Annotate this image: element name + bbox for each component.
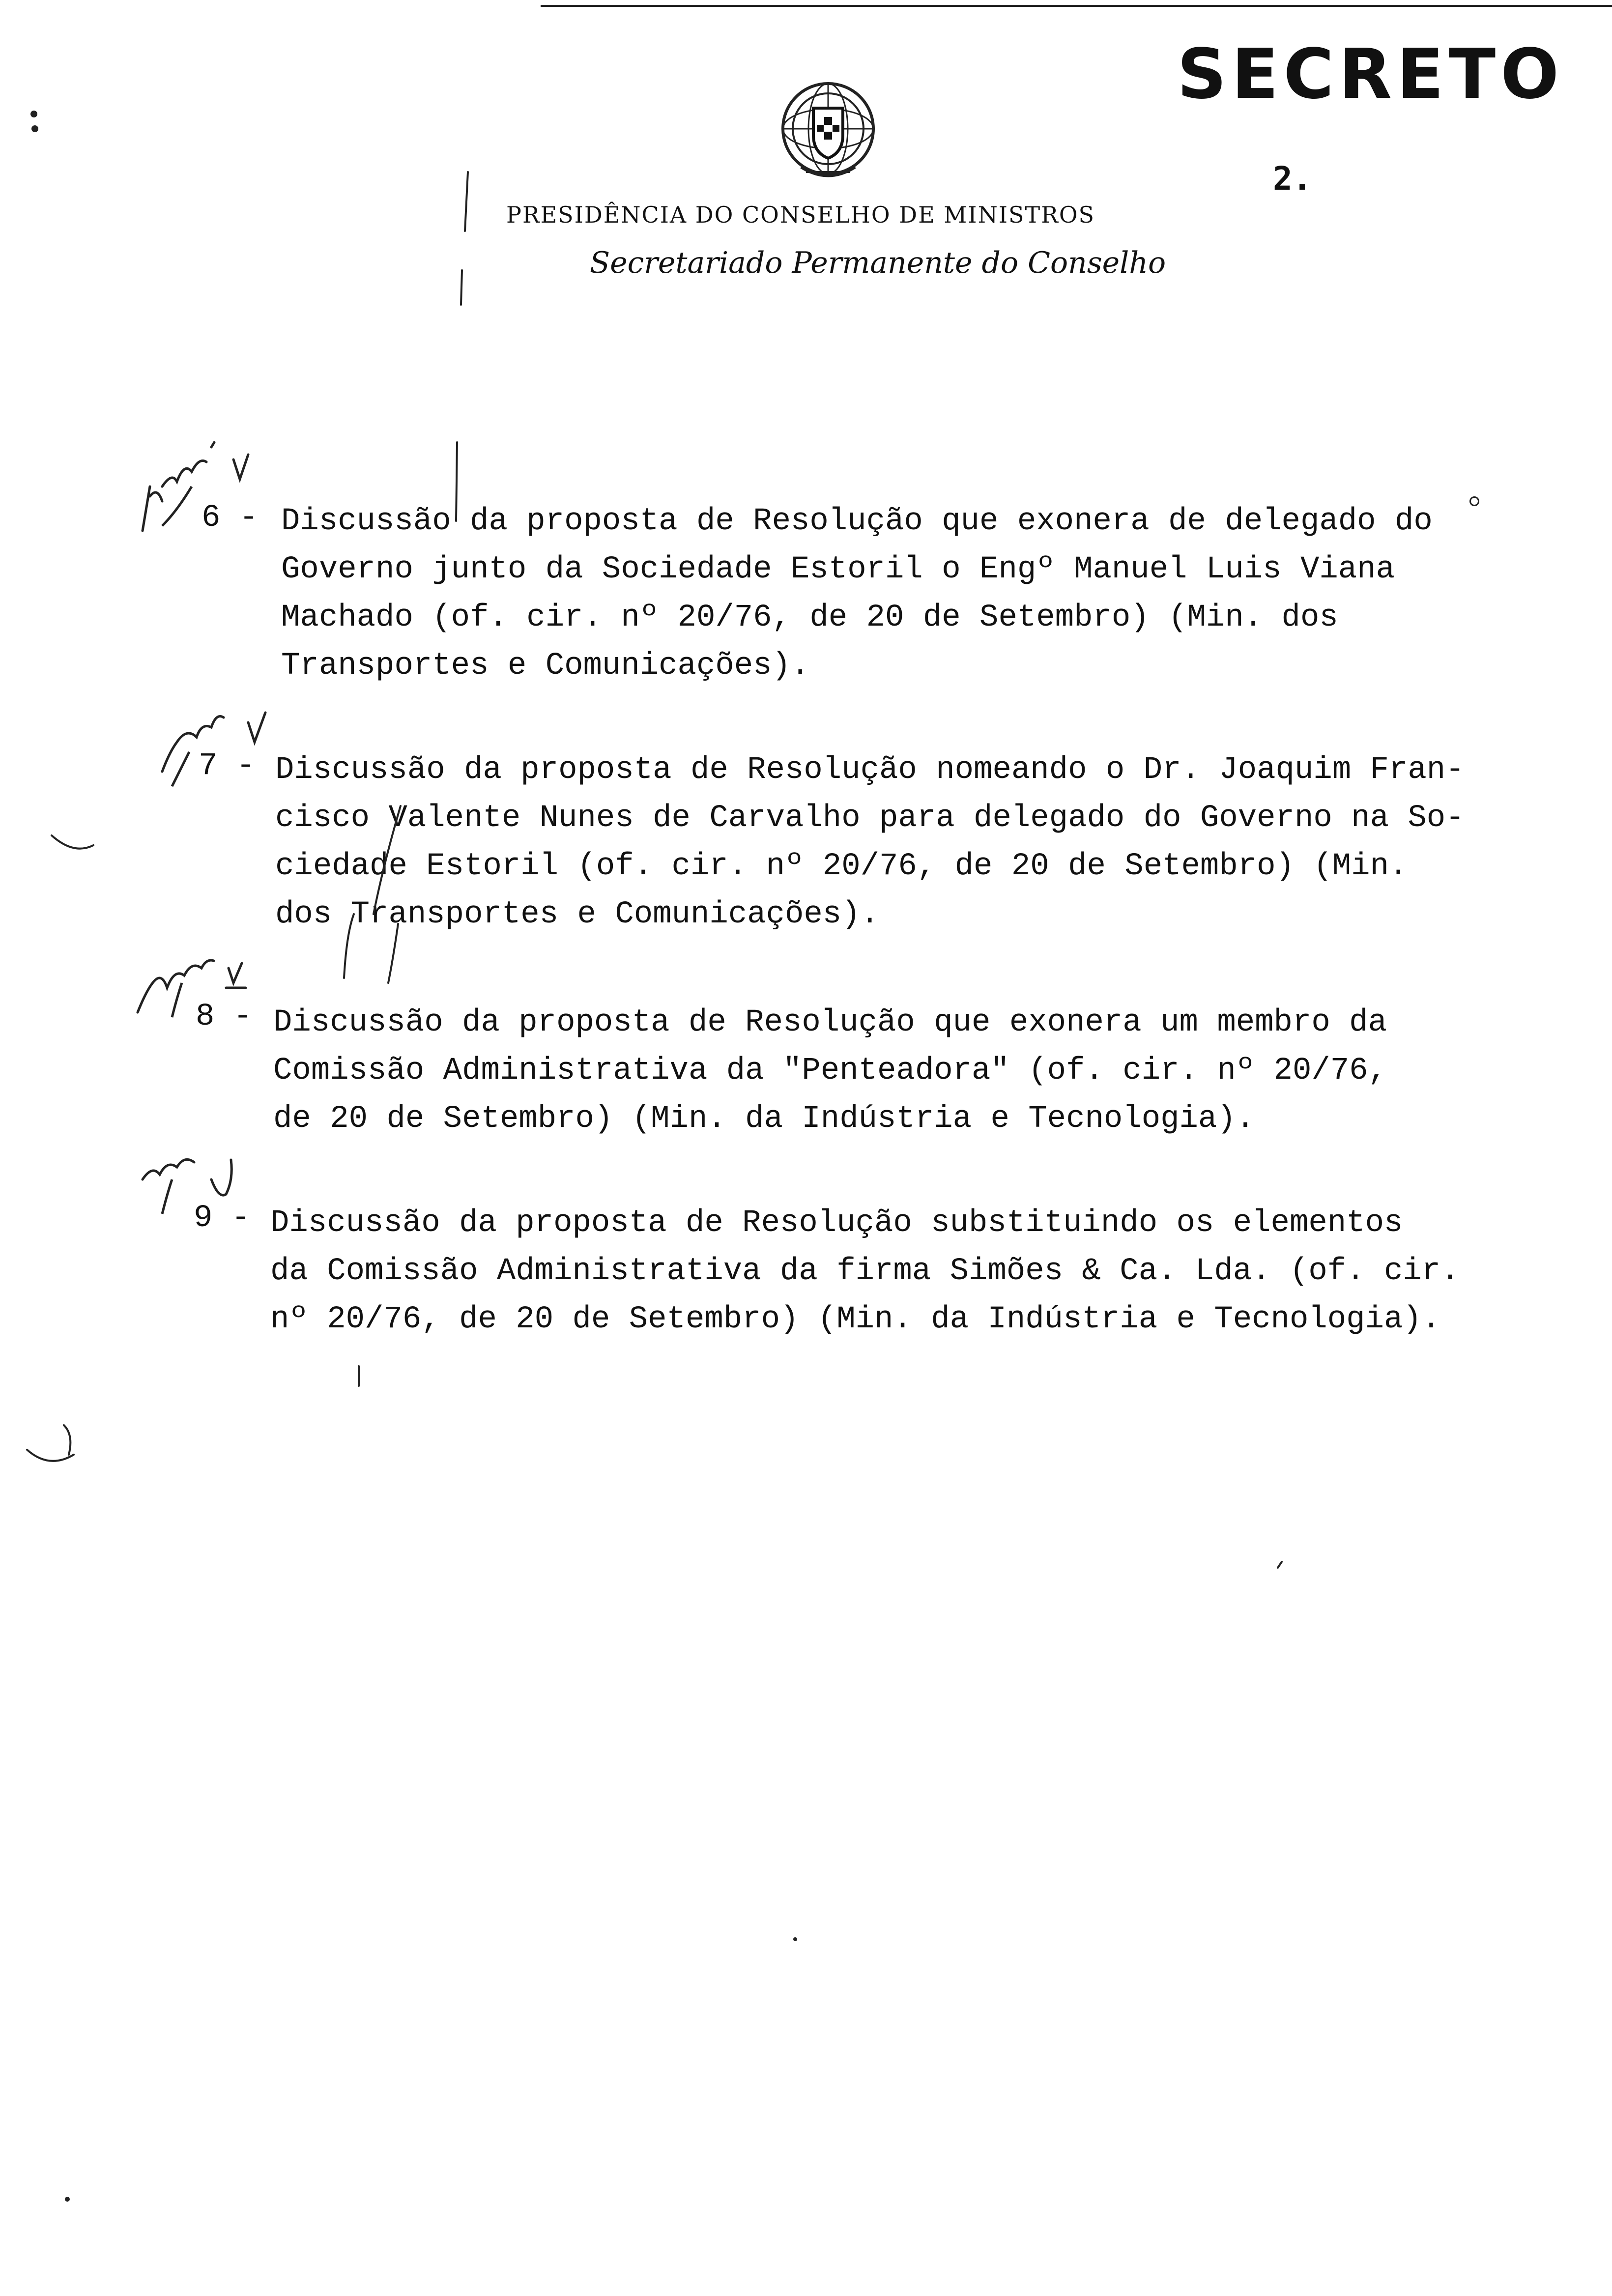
- item-line: dos Transportes e Comunicações).: [275, 897, 879, 932]
- item-line: Governo junto da Sociedade Estoril o Engº Manuel Luis Viana: [281, 552, 1395, 587]
- item-number: 9 -: [194, 1201, 251, 1236]
- item-line: ciedade Estoril (of. cir. nº 20/76, de 20 de Setembro) (Min.: [275, 849, 1408, 884]
- item-number: 7 -: [199, 748, 256, 784]
- department-name: Secretariado Permanente do Conselho: [590, 246, 1166, 280]
- classification-stamp: SECRETO: [1177, 34, 1564, 115]
- speck: [30, 111, 37, 117]
- speck: [31, 125, 38, 132]
- item-line: Comissão Administrativa da "Penteadora" (of. cir. nº 20/76,: [273, 1053, 1387, 1089]
- item-line: Discussão da proposta de Resolução nomeando o Dr. Joaquim Fran-: [275, 752, 1465, 788]
- page-number: 2.: [1273, 160, 1312, 198]
- item-line: Discussão da proposta de Resolução que exonera um membro da: [273, 1005, 1387, 1040]
- item-line: Discussão da proposta de Resolução substituindo os elementos: [270, 1205, 1403, 1241]
- item-line: cisco Valente Nunes de Carvalho para delegado do Governo na So-: [275, 801, 1465, 836]
- item-number: 8 -: [196, 999, 253, 1034]
- speck: [65, 2197, 70, 2202]
- item-line: da Comissão Administrativa da firma Simões & Ca. Lda. (of. cir.: [270, 1254, 1460, 1289]
- item-line: Machado (of. cir. nº 20/76, de 20 de Setembro) (Min. dos: [281, 600, 1338, 635]
- speck: [793, 1937, 797, 1941]
- speck: [1469, 496, 1479, 506]
- organization-name: PRESIDÊNCIA DO CONSELHO DE MINISTROS: [506, 201, 1095, 228]
- item-line: Transportes e Comunicações).: [281, 648, 810, 684]
- item-line: de 20 de Setembro) (Min. da Indústria e Tecnologia).: [273, 1101, 1255, 1137]
- item-number: 6 -: [202, 500, 259, 536]
- item-line: nº 20/76, de 20 de Setembro) (Min. da Indústria e Tecnologia).: [270, 1302, 1441, 1337]
- item-line: Discussão da proposta de Resolução que exonera de delegado do: [281, 504, 1433, 539]
